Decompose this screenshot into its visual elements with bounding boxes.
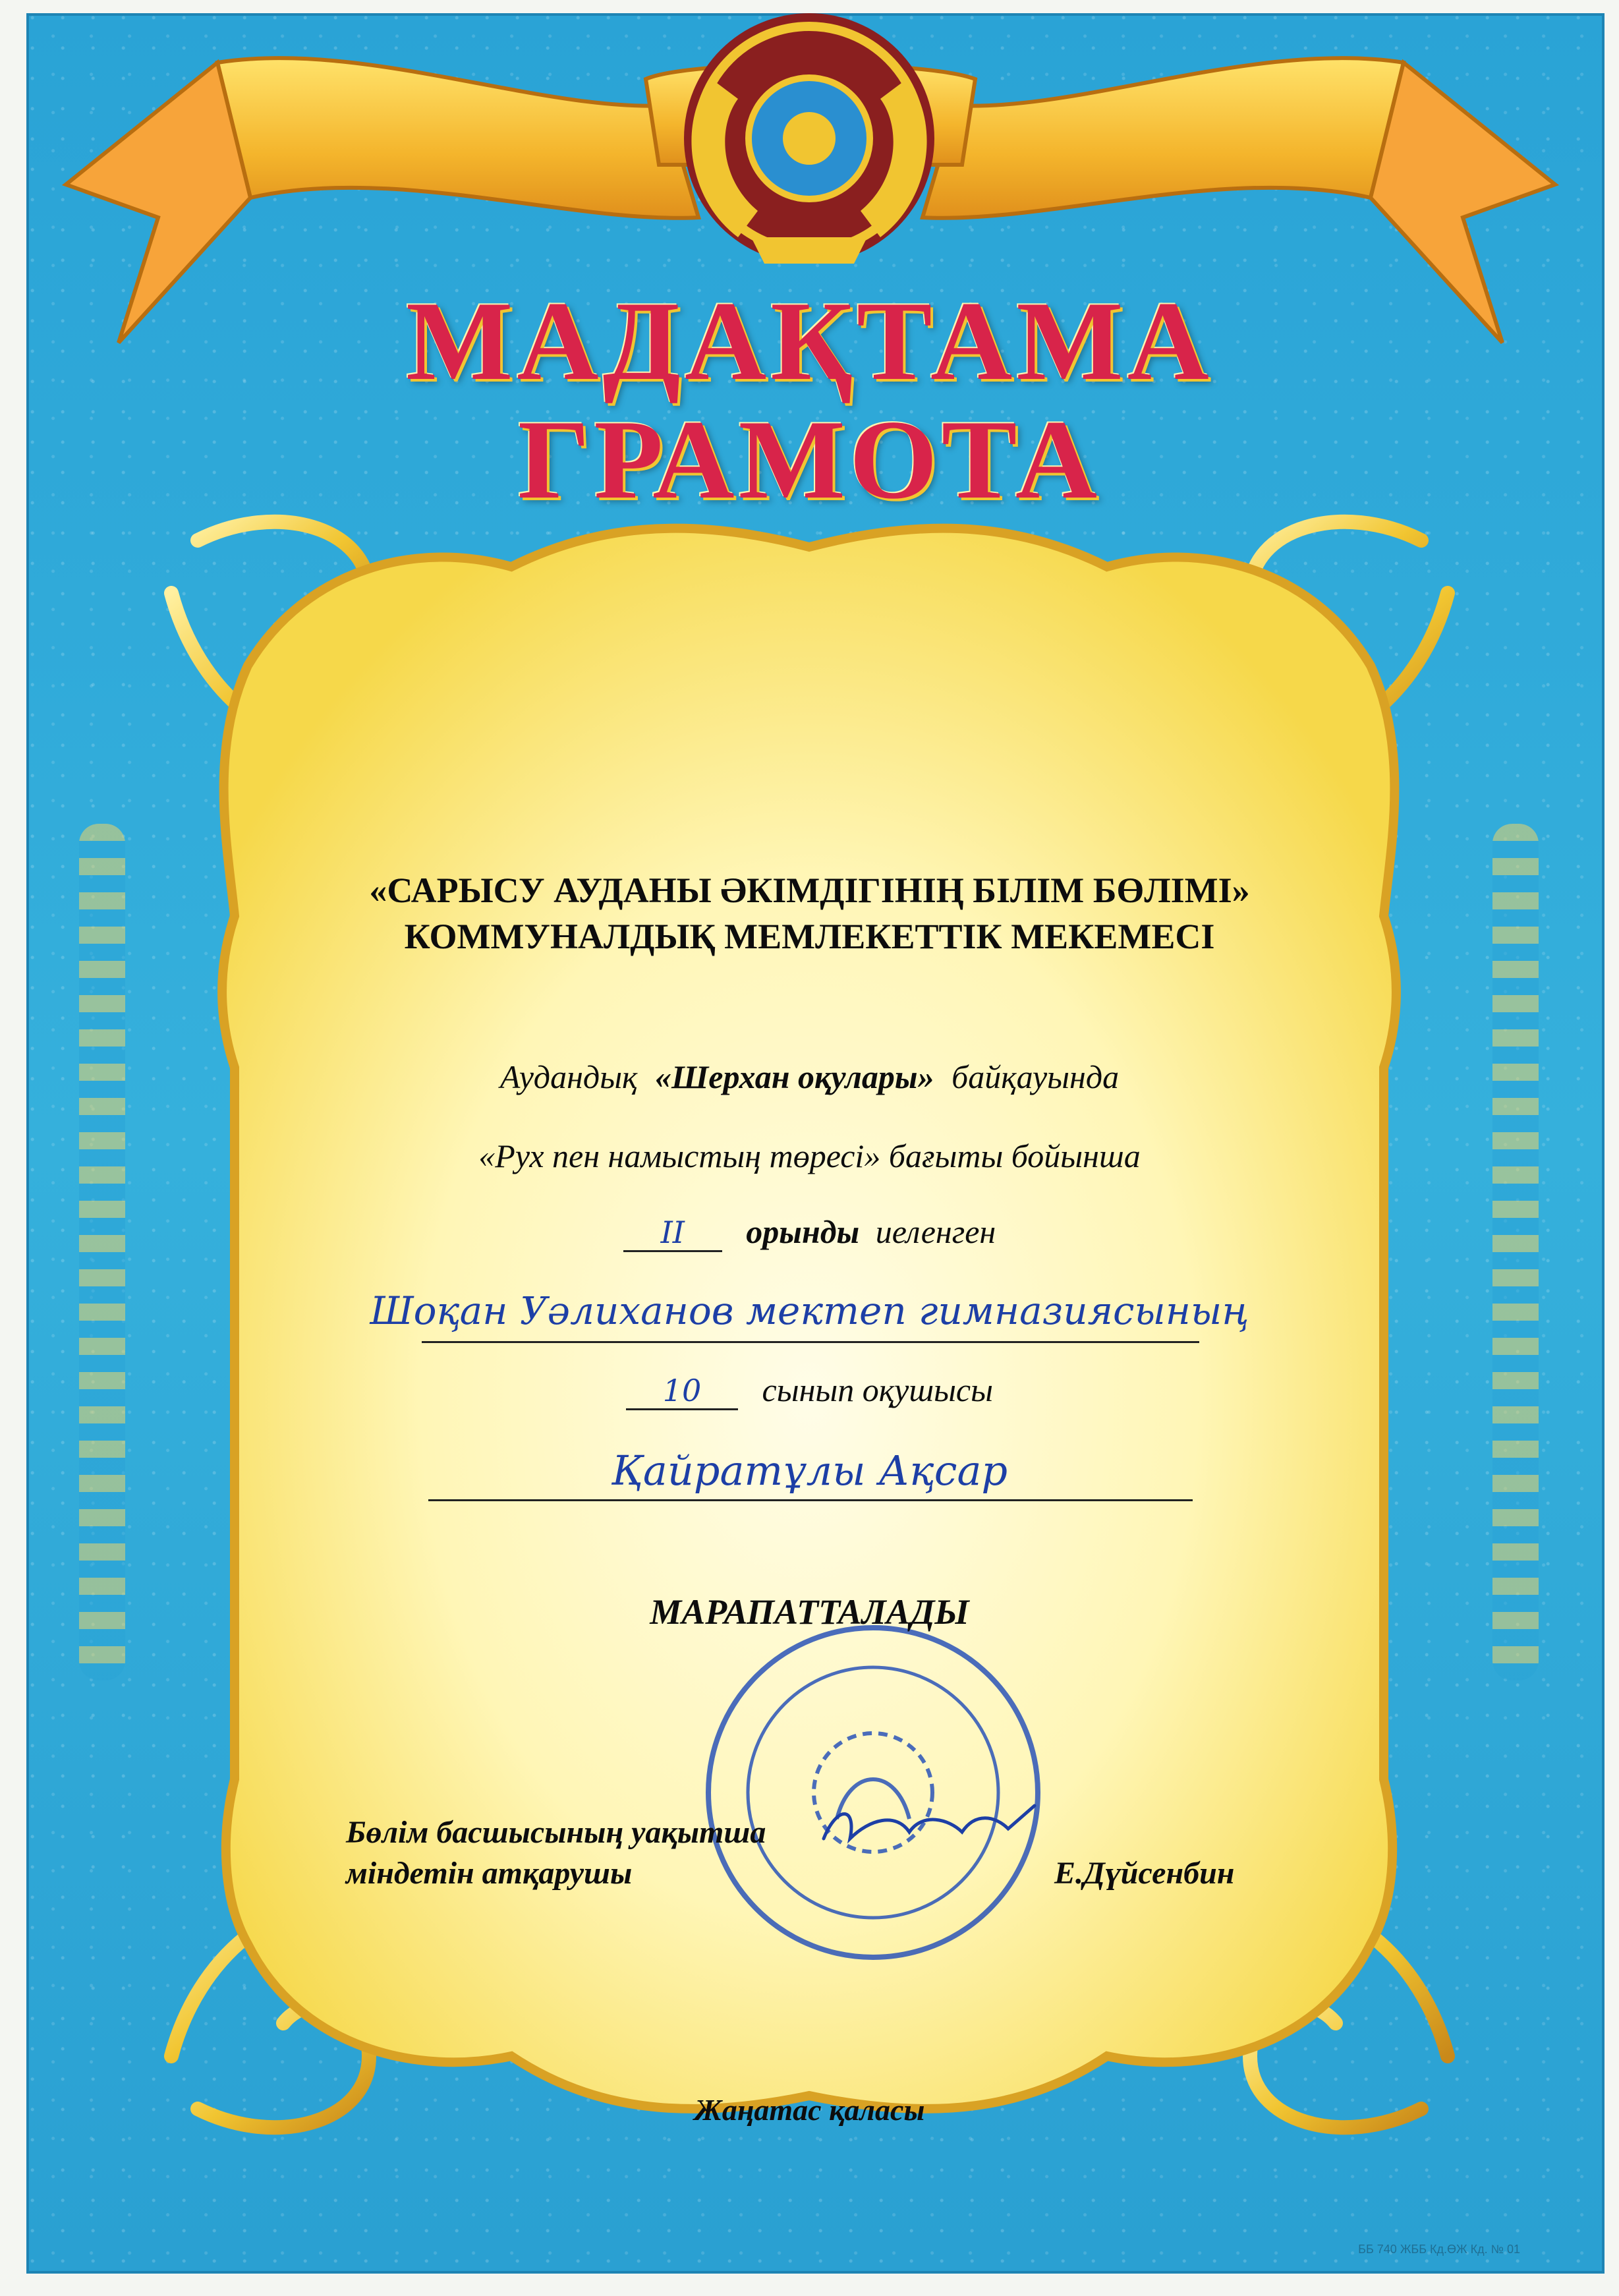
grade-value: 10 xyxy=(626,1373,738,1410)
contest-line xyxy=(0,1058,1619,1096)
place-line xyxy=(0,1213,1619,1252)
contest-name: «Шерхан оқулары» xyxy=(654,1058,934,1095)
organization-line2: КОММУНАЛДЫҚ МЕМЛЕКЕТТІК МЕКЕМЕСІ xyxy=(404,917,1215,956)
school-underline xyxy=(422,1341,1199,1343)
print-code: ББ 740 ЖББ Кд.ӨЖ Кд. № 01 xyxy=(1358,2243,1520,2256)
awarded-heading: МАРАПАТТАЛАДЫ xyxy=(650,1592,969,1632)
city-name: Жаңатас қаласы xyxy=(694,2093,925,2127)
school-handwritten: Шоқан Уәлиханов мектеп гимназиясының xyxy=(370,1288,1249,1333)
signatory-title xyxy=(346,1812,766,1894)
contest-suffix: байқауында xyxy=(952,1058,1120,1095)
place-value: II xyxy=(623,1215,722,1252)
grade-line xyxy=(0,1371,1619,1410)
signatory-name: Е.Дүйсенбин xyxy=(1054,1856,1235,1891)
place-suffix: иеленген xyxy=(875,1213,996,1250)
place-word: орынды xyxy=(746,1213,860,1250)
certificate-title-line2: ГРАМОТА xyxy=(517,397,1102,523)
direction-line: «Рух пен намыстың төресі» бағыты бойынша xyxy=(478,1137,1141,1174)
signatory-title-line2: міндетін атқарушы xyxy=(346,1856,633,1891)
student-name-underline xyxy=(428,1499,1193,1501)
certificate-title-line1: МАДАҚТАМА xyxy=(406,279,1213,404)
signatory-title-line1: Бөлім басшысының уақытша xyxy=(346,1815,766,1850)
student-name-handwritten: Қайратұлы Ақсар xyxy=(611,1447,1008,1495)
contest-prefix: Аудандық xyxy=(499,1058,638,1095)
grade-suffix: сынып оқушысы xyxy=(762,1371,993,1408)
organization-line1: «САРЫСУ АУДАНЫ ӘКІМДІГІНІҢ БІЛІМ БӨЛІМІ» xyxy=(369,871,1250,910)
state-emblem-icon xyxy=(684,13,934,264)
